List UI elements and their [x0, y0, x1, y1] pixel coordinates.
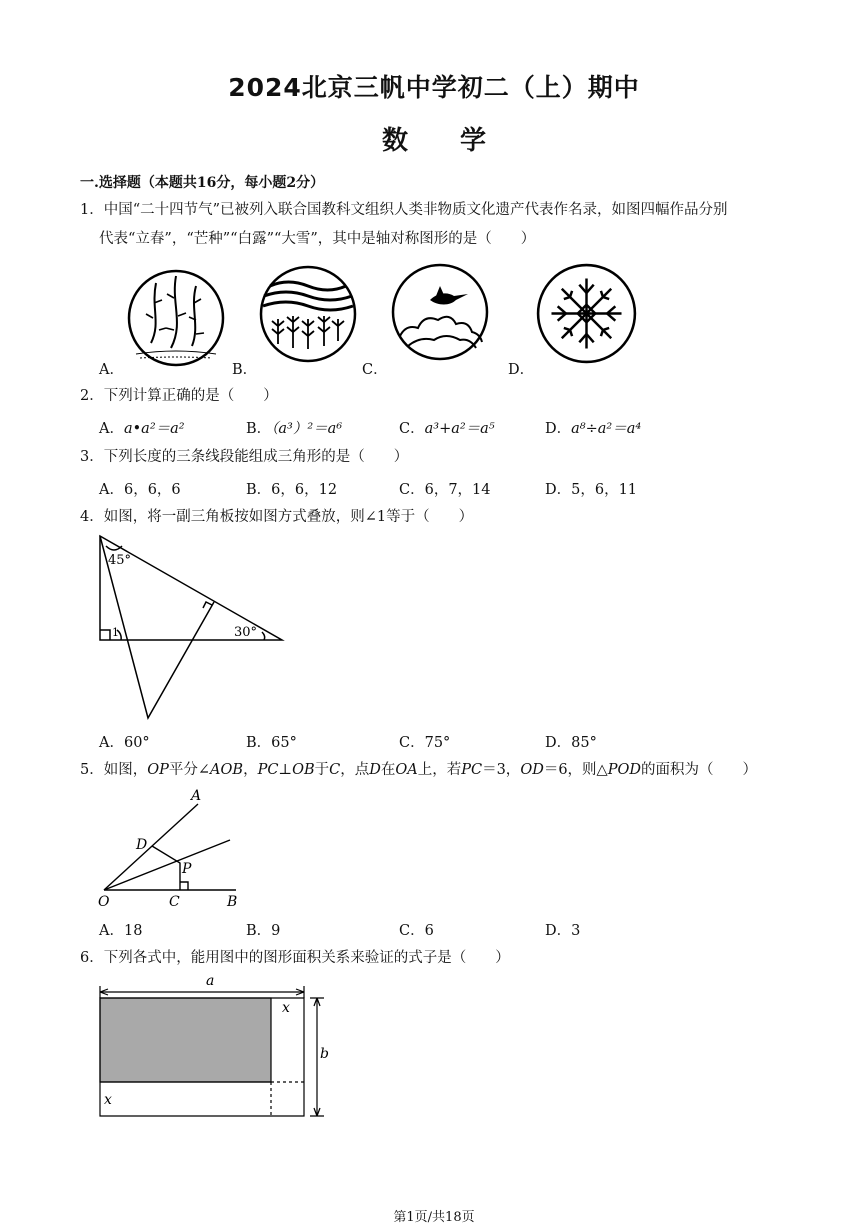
q1-figure-daxue-snowflake — [535, 262, 638, 365]
q5-option-a: A．18 — [99, 923, 143, 939]
q6-label-b: b — [320, 1046, 329, 1062]
q5-point-p-label: P — [182, 861, 192, 877]
q1-stem-line1: 1．中国“二十四节气”已被列入联合国教科文组织人类非物质文化遗产代表作名录，如图四幅作品分别 — [80, 202, 728, 218]
q4-stem: 4．如图，将一副三角板按如图方式叠放，则∠1等于（ ） — [80, 509, 474, 525]
q3-option-b: B．6，6，12 — [246, 482, 338, 498]
page-title: 2024北京三帆中学初二（上）期中 — [228, 73, 640, 102]
q5-point-c-label: C — [169, 894, 180, 910]
section-heading: 一.选择题（本题共16分，每小题2分） — [80, 175, 325, 191]
q5-point-o-label: O — [98, 894, 110, 910]
q5-option-d: D．3 — [545, 923, 581, 939]
q4-option-c: C．75° — [399, 735, 451, 751]
q5-option-b: B．9 — [246, 923, 281, 939]
q4-option-a: A．60° — [99, 735, 150, 751]
q1-figure-lichun-willow — [126, 268, 226, 368]
q4-angle-30-label: 30° — [234, 625, 258, 640]
q5-figure-angle-bisector — [96, 786, 246, 912]
q2-stem: 2．下列计算正确的是（ ） — [80, 388, 278, 404]
q6-label-a: a — [206, 973, 215, 989]
q1-label-a: A． — [99, 362, 124, 378]
q4-option-b: B．65° — [246, 735, 297, 751]
q5-stem: 5．如图，OP平分∠AOB，PC⊥OB于C，点D在OA上，若PC＝3，OD＝6，则△POD的面积为（ ） — [80, 762, 757, 778]
q2-option-a: A．a•a²＝a² — [99, 421, 185, 437]
q1-label-d: D． — [508, 362, 535, 378]
q5-point-b-label: B — [227, 894, 238, 910]
q6-stem: 6．下列各式中，能用图中的图形面积关系来验证的式子是（ ） — [80, 950, 510, 966]
q6-label-x-top: x — [282, 1000, 290, 1016]
q4-figure-triangle-set — [96, 532, 288, 722]
subject-title: 数 学 — [381, 126, 486, 156]
q1-figure-mangzhong-field — [258, 264, 358, 364]
q1-label-b: B． — [232, 362, 258, 378]
q5-option-c: C．6 — [399, 923, 434, 939]
q3-option-c: C．6，7，14 — [399, 482, 491, 498]
q4-angle-1-label: 1 — [112, 626, 119, 639]
page-footer: 第1页/共18页 — [393, 1210, 475, 1225]
q6-figure-rectangle — [96, 972, 332, 1124]
q3-option-a: A．6，6，6 — [99, 482, 181, 498]
q4-option-d: D．85° — [545, 735, 597, 751]
q1-figure-bailu-goose — [390, 262, 490, 362]
q6-label-x-left: x — [104, 1092, 112, 1108]
q3-option-d: D．5，6，11 — [545, 482, 638, 498]
q5-point-a-label: A — [191, 788, 202, 804]
q1-stem-line2: 代表“立春”，“芒种”“白露”“大雪”，其中是轴对称图形的是（ ） — [99, 231, 536, 247]
q1-label-c: C． — [362, 362, 388, 378]
q2-option-d: D．a⁸÷a²＝a⁴ — [545, 421, 642, 437]
q2-option-c: C．a³+a²＝a⁵ — [399, 421, 495, 437]
q3-stem: 3．下列长度的三条线段能组成三角形的是（ ） — [80, 449, 409, 465]
q4-angle-45-label: 45° — [108, 553, 132, 568]
q5-point-d-label: D — [136, 837, 148, 853]
q2-option-b: B．（a³）²＝a⁶ — [246, 421, 343, 437]
